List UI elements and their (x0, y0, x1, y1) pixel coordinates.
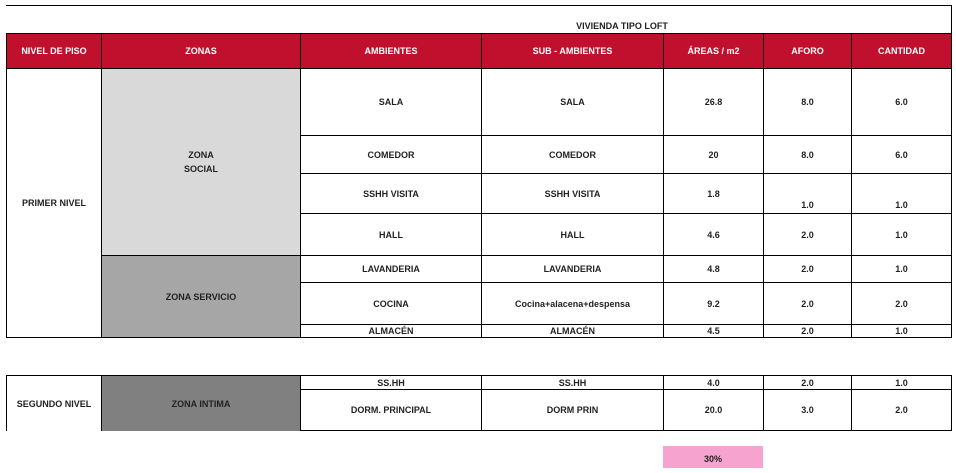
top-border (6, 5, 952, 6)
header-areas: ÁREAS / m2 (663, 33, 764, 69)
row-dorm-area: 20.0 (663, 389, 764, 431)
row-cocina-area: 9.2 (663, 282, 764, 325)
row-hall-ambiente: HALL (300, 213, 482, 256)
segundo-nivel-label: SEGUNDO NIVEL (6, 375, 102, 431)
row-hall-cantidad: 1.0 (851, 213, 952, 256)
row-hall-sub: HALL (481, 213, 664, 256)
header-nivel-de-piso: NIVEL DE PISO (6, 33, 102, 69)
row-dorm-cantidad: 2.0 (851, 389, 952, 431)
header-zonas: ZONAS (101, 33, 301, 69)
row-almacen-ambiente: ALMACÉN (300, 324, 482, 338)
row-cocina-aforo: 2.0 (763, 282, 852, 325)
header-sub-ambientes: SUB - AMBIENTES (481, 33, 664, 69)
header-cantidad: CANTIDAD (851, 33, 952, 69)
row-sshh-sub: SSHH VISITA (481, 173, 664, 214)
row-almacen-cantidad: 1.0 (851, 324, 952, 338)
row-almacen-sub: ALMACÉN (481, 324, 664, 338)
zona-social (101, 68, 301, 256)
row-cocina-cantidad: 2.0 (851, 282, 952, 325)
row-lavanderia-cantidad: 1.0 (851, 255, 952, 283)
row-sala-sub: SALA (481, 68, 664, 136)
row-dorm-ambiente: DORM. PRINCIPAL (300, 389, 482, 431)
row-sshh-ambiente: SSHH VISITA (300, 173, 482, 214)
row-sala-ambiente: SALA (300, 68, 482, 136)
row-sshh-cantidad: 1.0 (851, 173, 952, 214)
right-border (951, 5, 952, 34)
row-sshh2-ambiente: SS.HH (300, 375, 482, 390)
row-lavanderia-sub: LAVANDERIA (481, 255, 664, 283)
row-dorm-aforo: 3.0 (763, 389, 852, 431)
row-sshh-aforo: 1.0 (763, 173, 852, 214)
row-sshh2-cantidad: 1.0 (851, 375, 952, 390)
row-hall-aforo: 2.0 (763, 213, 852, 256)
row-sala-aforo: 8.0 (763, 68, 852, 136)
row-comedor-area: 20 (663, 135, 764, 174)
row-sshh-area: 1.8 (663, 173, 764, 214)
row-cocina-ambiente: COCINA (300, 282, 482, 325)
row-hall-area: 4.6 (663, 213, 764, 256)
table-title: VIVIENDA TIPO LOFT (576, 21, 668, 31)
row-cocina-sub: Cocina+alacena+despensa (481, 282, 664, 325)
row-dorm-sub: DORM PRIN (481, 389, 664, 431)
row-comedor-cantidad: 6.0 (851, 135, 952, 174)
zona-social-label: ZONA SOCIAL (183, 150, 218, 174)
row-comedor-aforo: 8.0 (763, 135, 852, 174)
row-sala-cantidad: 6.0 (851, 68, 952, 136)
row-lavanderia-ambiente: LAVANDERIA (300, 255, 482, 283)
row-almacen-area: 4.5 (663, 324, 764, 338)
percent-cell: 30% (663, 446, 763, 468)
row-lavanderia-area: 4.8 (663, 255, 764, 283)
primer-nivel-label: PRIMER NIVEL (6, 68, 102, 338)
zona-intima: ZONA INTIMA (101, 375, 301, 431)
row-comedor-sub: COMEDOR (481, 135, 664, 174)
row-sshh2-sub: SS.HH (481, 375, 664, 390)
header-aforo: AFORO (763, 33, 852, 69)
zona-servicio: ZONA SERVICIO (101, 255, 301, 338)
row-sala-area: 26.8 (663, 68, 764, 136)
row-almacen-aforo: 2.0 (763, 324, 852, 338)
row-comedor-ambiente: COMEDOR (300, 135, 482, 174)
row-lavanderia-aforo: 2.0 (763, 255, 852, 283)
row-sshh2-area: 4.0 (663, 375, 764, 390)
header-ambientes: AMBIENTES (300, 33, 482, 69)
row-sshh2-aforo: 2.0 (763, 375, 852, 390)
